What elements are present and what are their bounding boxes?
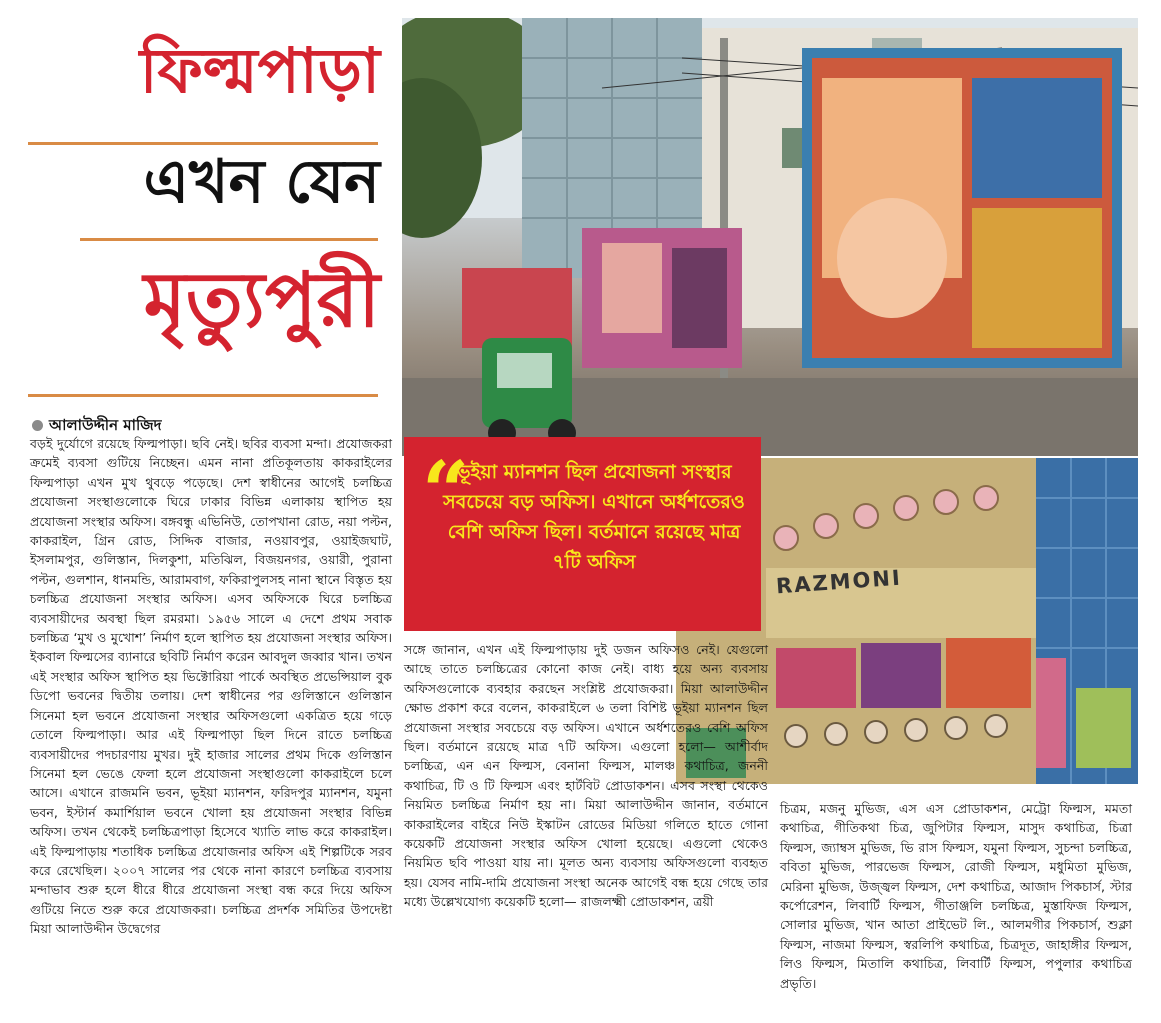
- article-column-1-text: বড়ই দুর্যোগে রয়েছে ফিল্মপাড়া। ছবি নেই। ছবির ব্যবসা মন্দা। প্রযোজকরা ক্রমেই ব্যবসা গুটিয়ে নিচ্ছেন। এমন নানা প্রতিকূলতায় কাকরাইলের ফিল্মপাড়া এখন মুখ থুবড়ে পড়েছে। দেশ স্বাধীনের আগেই চলচ্চিত্র প্রযোজনা সংস্থাগুলোকে ঘিরে ঢাকার বিভিন্ন এলাকায় স্থাপিত হয় প্রযোজনা সংস্থার অফিস। বঙ্গবন্ধু এভিনিউ, তোপখানা রোড, নয়া পল্টন, কাকরাইল, গ্রিন রোড, সিদ্দিক বাজার, নওয়াবপুর, ওয়াইজঘাট, ইসলামপুর, গুলিস্তান, দিলকুশা, মতিঝিল, বিজয়নগর, ওয়ারী, পুরানা পল্টন, গুলশান, ধানমন্ডি, আরামবাগ, ফকিরাপুলসহ নানা স্থানে বিস্তৃত হয় চলচ্চিত্র প্রযোজনা সংস্থার অফিস। এসব অফিসকে ঘিরে চলচ্চিত্র ব্যবসায়ীদের অবস্থা ছিল রমরমা। ১৯৫৬ সালে এ দেশে প্রথম সবাক চলচ্চিত্র ‘মুখ ও মুখোশ’ নির্মাণ হলে স্থাপিত হয় প্রযোজনা সংস্থার অফিস। ইকবাল ফিল্মসের ব্যানারে ছবিটি নির্মাণ করেন আবদুল জব্বার খান। তখন এই সংস্থার অফিস স্থাপিত হয় ভিক্টোরিয়া পার্কে অবস্থিত প্রভেন্সিয়াল বুক ডিপো ভবনের দ্বিতীয় তলায়। দেশ স্বাধীনের পর গুলিস্তানে গুলিস্তান সিনেমা হল ভবনে প্রযোজনা সংস্থার অফিসগুলো একত্রিত হয়ে গড়ে তোলে ফিল্মপাড়া। আর এই ফিল্মপাড়া ছিল দিনে রাতে চলচ্চিত্র ব্যবসায়ীদের পদচারণায় মুখর। দুই হাজার সালের প্রথম দিকে গুলিস্তান সিনেমা হল ভেঙে ফেলা হলে প্রযোজনা সংস্থাগুলো কাকরাইলে চলে আসে। এখানে রাজমনি ভবন, ভূইয়া ম্যানশন, ফরিদপুর ম্যানশন, যমুনা ভবন, ইস্টার্ন কমার্শিয়াল ভবনে খোলা হয় প্রযোজনা সংস্থার বিভিন্ন অফিস। তখন থেকেই চলচ্চিত্রপাড়া হিসেবে খ্যাতি লাভ করে কাকরাইল। এই ফিল্মপাড়ায় শতাধিক চলচ্চিত্র প্রযোজনার অফিস এই শিল্পটিকে সরব করে রেখেছিল। ২০০৭ সালের পর থেকে নানা কারণে চলচ্চিত্র ব্যবসায় মন্দাভাব শুরু হলে ধীরে ধীরে প্রযোজনা সংস্থা বন্ধ করে দিয়ে অফিস গুটিয়ে নিতে শুরু করে প্রযোজকরা। চলচ্চিত্র প্রদর্শক সমিতির উপদেষ্টা মিয়া আলাউদ্দীন উদ্বেগের: [30, 436, 392, 937]
- article-column-3-text: চিত্রম, মজনু মুভিজ, এস এস প্রোডাকশন, মেট্রো ফিল্মস, মমতা কথাচিত্র, গীতিকথা চিত্র, জুপিটার ফিল্মস, মাসুদ কথাচিত্র, চিত্রা ফিল্মস, জ্যাম্বস মুভিজ, ভি রাস ফিল্মস, যমুনা ফিল্মস, সুচন্দা চলচ্চিত্র, ববিতা মুভিজ, পারভেজ ফিল্মস, রোজী ফিল্মস, মধুমিতা মুভিজ, মেরিনা মুভিজ, উজ্জ্বল ফিল্মস, দেশ কথাচিত্র, আজাদ পিকচার্স, স্টার কর্পোরেশন, লিবার্টি ফিল্মস, গীতাঞ্জলি চলচ্চিত্র, মুস্তাফিজ ফিল্মস, সোলার মুভিজ, খান আতা প্রাইভেট লি., আলমগীর পিকচার্স, শুক্লা ফিল্মস, নাজমা ফিল্মস, স্বরলিপি কথাচিত্র, চিত্রদূত, জাহাঙ্গীর ফিল্মস, লিও ফিল্মস, মিতালি কথাচিত্র, লিবার্টি ফিল্মস, পপুলার কথাচিত্র প্রভৃতি।: [780, 801, 1132, 991]
- byline-author: আলাউদ্দীন মাজিদ: [49, 416, 162, 434]
- headline-line-2: এখন যেন: [143, 147, 380, 217]
- article-column-3: [780, 799, 1132, 993]
- headline-line-1: ফিল্মপাড়া: [139, 34, 380, 107]
- article-column-2-text: সঙ্গে জানান, এখন এই ফিল্মপাড়ায় দুই ডজন অফিসও নেই। যেগুলো আছে তাতে চলচ্চিত্রের কোনো কাজ নেই। বাধ্য হয়ে অন্য ব্যবসায় অফিসগুলোকে ব্যবহার করছেন সংশ্লিষ্ট প্রযোজকরা। মিয়া আলাউদ্দীন ক্ষোভ প্রকাশ করে বলেন, কাকরাইলে ৬ তলা বিশিষ্ট ভূইয়া ম্যানশন ছিল প্রযোজনা সংস্থার সবচেয়ে বড় অফিস। এখানে অর্ধশতেরও বেশি অফিস ছিল। বর্তমানে রয়েছে মাত্র ৭টি অফিস। এগুলো হলো— আশীর্বাদ চলচ্চিত্র, এন এন ফিল্মস, বেনানা ফিল্মস, মালঞ্চ কথাচিত্র, জননী কথাচিত্র, টি ও টি ফিল্মস এবং হার্টবিট প্রোডাকশন। এসব সংস্থা থেকেও নিয়মিত চলচ্চিত্র নির্মাণ হয় না। মিয়া আলাউদ্দীন জানান, বর্তমানে কাকরাইলের বাইরে নিউ ইস্কাটন রোডের মিডিয়া গলিতে হাতে গোনা কয়েকটি প্রযোজনা সংস্থার অফিস খোলা হয়েছে। এগুলো থেকেও নিয়মিত ছবি পাওয়া যায় না। মূলত অন্য ব্যবসায় অফিসগুলো ব্যবহৃত হয়। যেসব নামি-দামি প্রযোজনা সংস্থা অনেক আগেই বন্ধ হয়ে গেছে তার মধ্যে উল্লেখযোগ্য কয়েকটি হলো— রাজলক্ষ্মী প্রোডাকশন, ত্রয়ী: [404, 642, 768, 910]
- bullet-icon: [32, 420, 43, 431]
- street-scene-illustration: [402, 18, 1138, 456]
- headline-rule-2: [80, 238, 378, 241]
- headline-line-3: মৃত্যুপুরী: [143, 255, 380, 344]
- razmoni-sign: RAZMONI: [775, 565, 903, 599]
- headline-rule-3: [28, 394, 378, 397]
- pull-quote-text: ভূইয়া ম্যানশন ছিল প্রযোজনা সংস্থার সবচেয়ে বড় অফিস। এখানে অর্ধশতেরও বেশি অফিস ছিল। বর্তমানে রয়েছে মাত্র ৭টি অফিস: [443, 461, 745, 573]
- article-column-2: [404, 640, 768, 912]
- street-billboards-photo: [402, 18, 1138, 456]
- article-column-1: [30, 434, 392, 939]
- pull-quote-box: [404, 437, 761, 631]
- quote-mark-icon: “: [422, 444, 470, 540]
- headline-rule-1: [28, 142, 378, 145]
